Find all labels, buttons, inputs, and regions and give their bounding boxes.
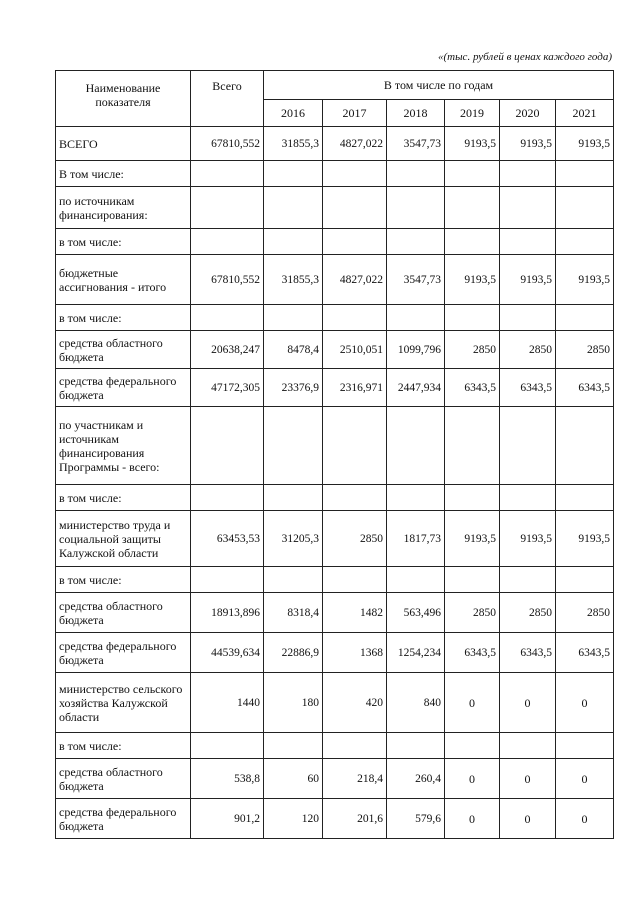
- header-by-years: В том числе по годам: [264, 71, 614, 100]
- row-label: средства областного бюджета: [56, 593, 191, 633]
- row-year-value: [323, 733, 387, 759]
- row-year-value: [264, 187, 323, 229]
- row-year-value: 120: [264, 799, 323, 839]
- row-year-value: [500, 161, 556, 187]
- row-label: средства областного бюджета: [56, 759, 191, 799]
- header-year: 2019: [445, 100, 500, 127]
- row-total: 18913,896: [191, 593, 264, 633]
- row-year-value: 218,4: [323, 759, 387, 799]
- row-year-value: 6343,5: [556, 369, 614, 407]
- row-year-value: 0: [500, 759, 556, 799]
- row-year-value: 2316,971: [323, 369, 387, 407]
- row-year-value: 0: [500, 673, 556, 733]
- row-year-value: 6343,5: [556, 633, 614, 673]
- row-year-value: 1254,234: [387, 633, 445, 673]
- table-row: [56, 593, 614, 633]
- row-year-value: 9193,5: [445, 255, 500, 305]
- row-year-value: [264, 161, 323, 187]
- row-year-value: [387, 485, 445, 511]
- row-year-value: [500, 229, 556, 255]
- row-label: министерство сельского хозяйства Калужской области: [56, 673, 191, 733]
- row-total: [191, 187, 264, 229]
- row-year-value: 0: [445, 759, 500, 799]
- row-label: в том числе:: [56, 567, 191, 593]
- row-total: [191, 305, 264, 331]
- header-total: Всего: [191, 71, 264, 127]
- row-year-value: [387, 187, 445, 229]
- row-year-value: 2447,934: [387, 369, 445, 407]
- row-total: 20638,247: [191, 331, 264, 369]
- row-year-value: 1368: [323, 633, 387, 673]
- row-label: в том числе:: [56, 485, 191, 511]
- row-year-value: 23376,9: [264, 369, 323, 407]
- row-year-value: 0: [556, 799, 614, 839]
- row-year-value: [264, 229, 323, 255]
- row-year-value: 31855,3: [264, 127, 323, 161]
- table-row: [56, 187, 614, 229]
- row-year-value: [264, 733, 323, 759]
- row-year-value: [500, 305, 556, 331]
- row-year-value: 0: [556, 673, 614, 733]
- row-year-value: 2850: [500, 593, 556, 633]
- table-row: [56, 733, 614, 759]
- row-year-value: [264, 567, 323, 593]
- row-year-value: 31855,3: [264, 255, 323, 305]
- row-year-value: 2850: [323, 511, 387, 567]
- row-label: ВСЕГО: [56, 127, 191, 161]
- row-year-value: [445, 229, 500, 255]
- row-total: [191, 567, 264, 593]
- row-total: 47172,305: [191, 369, 264, 407]
- row-year-value: 60: [264, 759, 323, 799]
- row-year-value: [387, 229, 445, 255]
- row-year-value: [323, 187, 387, 229]
- row-year-value: [556, 161, 614, 187]
- row-year-value: 201,6: [323, 799, 387, 839]
- row-year-value: 9193,5: [500, 127, 556, 161]
- table-row: [56, 369, 614, 407]
- row-label: средства федерального бюджета: [56, 369, 191, 407]
- row-year-value: 1099,796: [387, 331, 445, 369]
- row-year-value: 9193,5: [556, 255, 614, 305]
- row-year-value: [556, 187, 614, 229]
- row-year-value: 2850: [556, 331, 614, 369]
- row-year-value: 6343,5: [445, 633, 500, 673]
- row-year-value: [264, 485, 323, 511]
- row-label: по участникам и источникам финансирования Программы - всего:: [56, 407, 191, 485]
- table-row: [56, 759, 614, 799]
- row-year-value: 2850: [500, 331, 556, 369]
- table-row: [56, 127, 614, 161]
- row-year-value: [445, 733, 500, 759]
- row-year-value: [500, 407, 556, 485]
- row-year-value: [445, 305, 500, 331]
- row-label: средства федерального бюджета: [56, 799, 191, 839]
- row-year-value: [387, 305, 445, 331]
- row-year-value: [264, 407, 323, 485]
- row-label: в том числе:: [56, 229, 191, 255]
- row-total: 67810,552: [191, 127, 264, 161]
- row-year-value: [500, 567, 556, 593]
- table-row: [56, 305, 614, 331]
- row-year-value: [556, 733, 614, 759]
- row-year-value: 0: [500, 799, 556, 839]
- row-year-value: [500, 187, 556, 229]
- row-year-value: 8478,4: [264, 331, 323, 369]
- row-year-value: 2850: [445, 593, 500, 633]
- row-year-value: [323, 485, 387, 511]
- row-year-value: [556, 567, 614, 593]
- row-year-value: 563,496: [387, 593, 445, 633]
- row-year-value: 2510,051: [323, 331, 387, 369]
- row-year-value: 2850: [445, 331, 500, 369]
- row-year-value: 9193,5: [556, 127, 614, 161]
- row-total: 901,2: [191, 799, 264, 839]
- header-year: 2021: [556, 100, 614, 127]
- row-year-value: 4827,022: [323, 255, 387, 305]
- row-year-value: 0: [445, 673, 500, 733]
- row-year-value: 3547,73: [387, 255, 445, 305]
- table-row: [56, 407, 614, 485]
- table-row: [56, 485, 614, 511]
- row-total: 67810,552: [191, 255, 264, 305]
- row-year-value: [387, 407, 445, 485]
- row-label: в том числе:: [56, 733, 191, 759]
- budget-table: [55, 70, 614, 839]
- table-row: [56, 633, 614, 673]
- table-row: [56, 161, 614, 187]
- row-year-value: [445, 567, 500, 593]
- row-year-value: [445, 161, 500, 187]
- row-label: министерство труда и социальной защиты Калужской области: [56, 511, 191, 567]
- row-year-value: [556, 305, 614, 331]
- row-total: 538,8: [191, 759, 264, 799]
- row-total: [191, 485, 264, 511]
- row-label: бюджетные ассигнования - итого: [56, 255, 191, 305]
- units-note: «(тыс. рублей в ценах каждого года): [438, 51, 612, 63]
- row-year-value: 2850: [556, 593, 614, 633]
- row-year-value: 579,6: [387, 799, 445, 839]
- row-year-value: [556, 229, 614, 255]
- row-year-value: 6343,5: [500, 369, 556, 407]
- row-year-value: 4827,022: [323, 127, 387, 161]
- row-year-value: 1482: [323, 593, 387, 633]
- row-label: средства областного бюджета: [56, 331, 191, 369]
- row-year-value: [323, 407, 387, 485]
- header-year: 2016: [264, 100, 323, 127]
- row-year-value: 180: [264, 673, 323, 733]
- row-label: В том числе:: [56, 161, 191, 187]
- row-total: [191, 733, 264, 759]
- row-year-value: [500, 733, 556, 759]
- row-year-value: 260,4: [387, 759, 445, 799]
- row-label: средства федерального бюджета: [56, 633, 191, 673]
- table-row: [56, 799, 614, 839]
- table-row: [56, 673, 614, 733]
- row-year-value: [387, 567, 445, 593]
- row-year-value: 8318,4: [264, 593, 323, 633]
- row-year-value: [323, 229, 387, 255]
- header-year: 2018: [387, 100, 445, 127]
- row-total: 44539,634: [191, 633, 264, 673]
- row-year-value: 0: [556, 759, 614, 799]
- row-year-value: 9193,5: [445, 127, 500, 161]
- header-year: 2020: [500, 100, 556, 127]
- row-year-value: 6343,5: [500, 633, 556, 673]
- row-year-value: [323, 161, 387, 187]
- row-total: 1440: [191, 673, 264, 733]
- header-name: Наименование показателя: [56, 71, 191, 127]
- row-year-value: 9193,5: [500, 511, 556, 567]
- row-year-value: [323, 567, 387, 593]
- table-row: [56, 255, 614, 305]
- row-year-value: 9193,5: [500, 255, 556, 305]
- table-row: [56, 511, 614, 567]
- row-total: [191, 229, 264, 255]
- row-year-value: 9193,5: [445, 511, 500, 567]
- table-row: [56, 331, 614, 369]
- row-year-value: [445, 187, 500, 229]
- row-year-value: [387, 161, 445, 187]
- row-year-value: [264, 305, 323, 331]
- row-year-value: 22886,9: [264, 633, 323, 673]
- row-label: в том числе:: [56, 305, 191, 331]
- table-row: [56, 229, 614, 255]
- row-year-value: [556, 485, 614, 511]
- row-label: по источникам финансирования:: [56, 187, 191, 229]
- row-year-value: 1817,73: [387, 511, 445, 567]
- row-year-value: 0: [445, 799, 500, 839]
- row-year-value: [445, 485, 500, 511]
- row-total: [191, 407, 264, 485]
- row-year-value: 9193,5: [556, 511, 614, 567]
- row-year-value: 31205,3: [264, 511, 323, 567]
- header-year: 2017: [323, 100, 387, 127]
- table-row: [56, 567, 614, 593]
- row-total: 63453,53: [191, 511, 264, 567]
- row-year-value: 420: [323, 673, 387, 733]
- row-year-value: [445, 407, 500, 485]
- row-year-value: [556, 407, 614, 485]
- row-year-value: 3547,73: [387, 127, 445, 161]
- row-year-value: 6343,5: [445, 369, 500, 407]
- row-year-value: [500, 485, 556, 511]
- row-year-value: [387, 733, 445, 759]
- row-total: [191, 161, 264, 187]
- row-year-value: [323, 305, 387, 331]
- row-year-value: 840: [387, 673, 445, 733]
